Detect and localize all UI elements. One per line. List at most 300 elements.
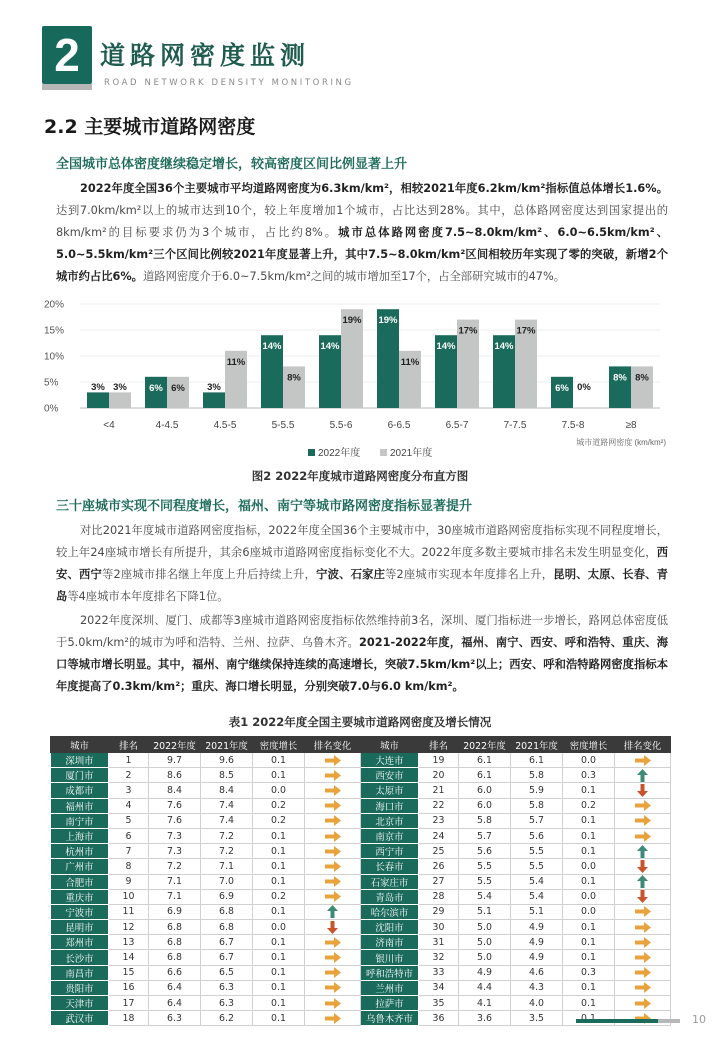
cell-city: 南京市 (361, 828, 419, 843)
cell-density-2021: 5.4 (511, 874, 563, 889)
data-label: 14% (262, 341, 282, 353)
y-tick-label: 0% (44, 403, 59, 415)
cell-density-2022: 6.8 (149, 920, 201, 935)
column-header: 排名 (109, 737, 149, 753)
cell-density-2022: 7.2 (149, 859, 201, 874)
table-caption: 表1 2022年度全国主要城市道路网密度及增长情况 (228, 715, 492, 729)
data-label: 14% (494, 341, 514, 353)
cell-density-2021: 6.9 (201, 889, 253, 904)
rank-right-arrow-icon (305, 813, 361, 828)
p1-text-2: 道路网密度介于6.0~7.5km/km²之间的城市增加至17个，占全部研究城市的47%。 (142, 270, 565, 283)
p2-text-1: 对比2021年度城市道路网密度指标，2022年度全国36个主要城市中，30座城市道路网密度指标实现不同程度增长，较上年24座城市增长有所提升，其余6座城市道路网密度指标变化不大。2022年度多数主要城市排名未发生明显变化， (56, 524, 668, 559)
cell-density-2022: 6.6 (149, 965, 201, 980)
cell-density-2022: 4.4 (459, 980, 511, 995)
footer-bar-accent (658, 1019, 680, 1023)
cell-city: 海口市 (361, 798, 419, 813)
cell-city: 贵阳市 (51, 980, 109, 995)
cell-density-2021: 8.4 (201, 783, 253, 798)
rank-up-arrow-icon (615, 768, 671, 783)
column-header: 城市 (51, 737, 109, 753)
column-header: 城市 (361, 737, 419, 753)
cell-rank: 1 (109, 753, 149, 768)
cell-density-2021: 6.8 (201, 904, 253, 919)
cell-density-2022: 6.9 (149, 904, 201, 919)
cell-rank: 15 (109, 965, 149, 980)
data-label: 8% (613, 372, 627, 384)
cell-city: 西安市 (361, 768, 419, 783)
cell-density-growth: 0.0 (563, 904, 615, 919)
x-tick-label: 4-4.5 (155, 420, 179, 431)
cell-density-growth: 0.0 (563, 889, 615, 904)
legend-swatch (380, 449, 387, 456)
cell-rank: 19 (419, 753, 459, 768)
p1-bold-2: 城市总体路网密度7.5~8.0km/km²、6.0~6.5km/km²、5.0~5.5km/km²三个区间比例较2021年度显著上升，其中7.5~8.0km/km²区间相较历年实现了零的突破，新增2个城市约占比6%。 (56, 226, 669, 283)
cell-density-growth: 0.1 (253, 828, 305, 843)
rank-right-arrow-icon (305, 1011, 361, 1026)
rank-right-arrow-icon (305, 798, 361, 813)
data-label: 14% (436, 341, 456, 353)
cell-city: 重庆市 (51, 889, 109, 904)
cell-rank: 26 (419, 859, 459, 874)
data-label: 17% (458, 325, 478, 337)
cell-city: 杭州市 (51, 844, 109, 859)
cell-density-2021: 5.8 (511, 798, 563, 813)
cell-density-2021: 6.7 (201, 950, 253, 965)
cell-city: 太原市 (361, 783, 419, 798)
cell-density-2022: 7.6 (149, 813, 201, 828)
rank-right-arrow-icon (615, 920, 671, 935)
cell-density-2022: 5.0 (459, 935, 511, 950)
p2-text-3: 等2座城市实现本年度排名上升， (385, 568, 554, 581)
cell-density-growth: 0.1 (253, 874, 305, 889)
cell-density-growth: 0.2 (563, 798, 615, 813)
chapter-title: 道路网密度监测 (100, 41, 311, 70)
rank-right-arrow-icon (305, 828, 361, 843)
cell-density-2022: 3.6 (459, 1011, 511, 1026)
rank-right-arrow-icon (305, 980, 361, 995)
cell-density-2022: 7.6 (149, 798, 201, 813)
column-header: 2021年度 (201, 737, 253, 753)
column-header: 排名变化 (615, 737, 671, 753)
cell-rank: 33 (419, 965, 459, 980)
cell-density-2021: 7.0 (201, 874, 253, 889)
cell-city: 大连市 (361, 753, 419, 768)
cell-density-growth: 0.2 (253, 813, 305, 828)
cell-rank: 3 (109, 783, 149, 798)
cell-density-2022: 7.1 (149, 874, 201, 889)
bar-2022 (87, 392, 109, 408)
cell-city: 宁波市 (51, 904, 109, 919)
cell-density-2021: 8.5 (201, 768, 253, 783)
rank-down-arrow-icon (615, 859, 671, 874)
cell-density-2021: 7.2 (201, 828, 253, 843)
cell-city: 济南市 (361, 935, 419, 950)
cell-rank: 35 (419, 996, 459, 1011)
cell-density-2021: 5.4 (511, 889, 563, 904)
rank-right-arrow-icon (615, 904, 671, 919)
data-label: 19% (378, 315, 398, 327)
cell-density-2022: 5.7 (459, 828, 511, 843)
table-row (51, 874, 671, 889)
data-label: 6% (555, 382, 569, 394)
cell-density-2021: 4.9 (511, 950, 563, 965)
cell-density-2022: 4.1 (459, 996, 511, 1011)
cell-rank: 22 (419, 798, 459, 813)
cell-rank: 29 (419, 904, 459, 919)
cell-density-2021: 5.1 (511, 904, 563, 919)
cell-city: 兰州市 (361, 980, 419, 995)
cell-density-2022: 7.3 (149, 844, 201, 859)
cell-rank: 27 (419, 874, 459, 889)
cell-rank: 31 (419, 935, 459, 950)
cell-city: 南宁市 (51, 813, 109, 828)
rank-right-arrow-icon (305, 844, 361, 859)
table-row (51, 920, 671, 935)
data-label: 0% (577, 382, 591, 393)
bar-2021 (109, 392, 131, 408)
data-label: 3% (113, 382, 127, 393)
rank-right-arrow-icon (615, 980, 671, 995)
column-header: 2022年度 (459, 737, 511, 753)
cell-density-2021: 7.4 (201, 798, 253, 813)
p3-text-1: 2022年度深圳、厦门、成都等3座城市道路网密度指标依然维持前3名，深圳、厦门指标进一步增长，路网总体密度低于5.0km/km²的城市为呼和浩特、兰州、拉萨、乌鲁木齐。 (56, 614, 668, 649)
cell-density-growth: 0.1 (253, 996, 305, 1011)
cell-density-growth: 0.1 (563, 980, 615, 995)
p2-text-2: 等2座城市排名继上年度上升后持续上升， (101, 568, 317, 581)
cell-density-growth: 0.1 (253, 859, 305, 874)
cell-density-2021: 4.0 (511, 996, 563, 1011)
cell-city: 成都市 (51, 783, 109, 798)
cell-rank: 6 (109, 828, 149, 843)
data-label: 19% (342, 315, 362, 327)
cell-city: 昆明市 (51, 920, 109, 935)
x-tick-label: 5.5-6 (329, 420, 353, 431)
x-tick-label: 7-7.5 (503, 420, 527, 431)
section-title: 2.2 主要城市道路网密度 (44, 116, 256, 138)
p2-bold-3: 昆明、太原、长春、青岛 (56, 568, 668, 603)
data-label: 14% (320, 341, 340, 353)
cell-density-2022: 7.3 (149, 828, 201, 843)
data-label: 8% (287, 372, 301, 384)
data-label: 17% (516, 325, 536, 337)
cell-city: 上海市 (51, 828, 109, 843)
cell-rank: 4 (109, 798, 149, 813)
x-axis-label: 城市道路网密度 (km/km²) (576, 438, 666, 447)
cell-density-growth: 0.0 (253, 920, 305, 935)
cell-density-growth: 0.1 (253, 1011, 305, 1026)
rank-up-arrow-icon (615, 844, 671, 859)
table-row (51, 828, 671, 843)
cell-density-2022: 5.6 (459, 844, 511, 859)
data-label: 6% (171, 382, 185, 394)
cell-rank: 23 (419, 813, 459, 828)
cell-city: 天津市 (51, 996, 109, 1011)
cell-density-2022: 5.0 (459, 950, 511, 965)
table-row (51, 965, 671, 980)
cell-rank: 16 (109, 980, 149, 995)
cell-density-growth: 0.2 (253, 798, 305, 813)
p2-text-4: 等4座城市本年度排名下降1位。 (67, 590, 229, 603)
page-number: 10 (692, 1013, 706, 1026)
data-label: 3% (207, 382, 221, 393)
rank-up-arrow-icon (615, 874, 671, 889)
cell-density-2021: 6.1 (511, 753, 563, 768)
cell-density-growth: 0.1 (253, 753, 305, 768)
data-label: 11% (400, 356, 420, 368)
cell-density-2021: 5.7 (511, 813, 563, 828)
cell-density-2021: 7.4 (201, 813, 253, 828)
cell-city: 青岛市 (361, 889, 419, 904)
cell-density-growth: 0.0 (253, 783, 305, 798)
cell-density-2021: 5.6 (511, 828, 563, 843)
cell-rank: 9 (109, 874, 149, 889)
cell-density-2022: 6.8 (149, 935, 201, 950)
cell-density-growth: 0.1 (253, 904, 305, 919)
x-tick-label: 7.5-8 (561, 420, 585, 431)
table-row (51, 859, 671, 874)
p1-text-1: 达到7.0km/km²以上的城市达到10个，较上年度增加1个城市，占比达到28%。其中，总体路网密度达到国家提出的8km/km²的目标要求仍为3个城市，占比约8%。 (56, 204, 668, 239)
cell-density-growth: 0.1 (253, 768, 305, 783)
table-header-row (51, 737, 671, 753)
cell-rank: 25 (419, 844, 459, 859)
table-row (51, 753, 671, 768)
cell-density-2022: 9.7 (149, 753, 201, 768)
table-row (51, 798, 671, 813)
cell-density-growth: 0.3 (563, 768, 615, 783)
data-label: 6% (149, 382, 163, 394)
rank-right-arrow-icon (615, 813, 671, 828)
y-tick-label: 20% (44, 299, 65, 311)
cell-density-2021: 4.9 (511, 920, 563, 935)
rank-right-arrow-icon (305, 783, 361, 798)
cell-city: 武汉市 (51, 1011, 109, 1026)
cell-density-2021: 7.2 (201, 844, 253, 859)
cell-density-2022: 6.4 (149, 996, 201, 1011)
cell-rank: 21 (419, 783, 459, 798)
rank-up-arrow-icon (305, 904, 361, 919)
cell-density-growth: 0.1 (563, 935, 615, 950)
table-row (51, 813, 671, 828)
cell-density-2021: 5.9 (511, 783, 563, 798)
cell-density-2022: 5.1 (459, 904, 511, 919)
cell-density-2022: 6.1 (459, 753, 511, 768)
cell-rank: 18 (109, 1011, 149, 1026)
rank-right-arrow-icon (305, 935, 361, 950)
cell-rank: 14 (109, 950, 149, 965)
column-header: 排名 (419, 737, 459, 753)
cell-density-2022: 5.5 (459, 874, 511, 889)
cell-density-2021: 7.1 (201, 859, 253, 874)
cell-city: 长春市 (361, 859, 419, 874)
p3-bold-1: 2021-2022年度，福州、南宁、西安、呼和浩特、重庆、海口等城市增长明显。其中，福州、南宁继续保持连续的高速增长，突破7.5km/km²以上；西安、呼和浩特路网密度指标本年度提高了0.3km/km²；重庆、海口增长明显，分别突破7.0与6.0 km/km²。 (56, 636, 668, 693)
cell-density-2021: 5.8 (511, 768, 563, 783)
cell-rank: 11 (109, 904, 149, 919)
column-header: 密度增长 (253, 737, 305, 753)
cell-density-2022: 8.6 (149, 768, 201, 783)
x-tick-label: <4 (103, 420, 115, 431)
density-histogram (44, 290, 684, 465)
cell-density-growth: 0.3 (563, 965, 615, 980)
legend-label: 2021年度 (390, 448, 433, 459)
cell-city: 石家庄市 (361, 874, 419, 889)
figure-caption: 图2 2022年度城市道路网密度分布直方图 (251, 469, 469, 483)
rank-right-arrow-icon (305, 874, 361, 889)
table-row (51, 889, 671, 904)
rank-right-arrow-icon (615, 950, 671, 965)
rank-down-arrow-icon (305, 920, 361, 935)
rank-right-arrow-icon (615, 798, 671, 813)
p2-bold-2: 宁波、石家庄 (316, 568, 386, 581)
x-tick-label: 6-6.5 (387, 420, 411, 431)
data-label: 8% (635, 372, 649, 384)
cell-density-growth: 0.1 (563, 874, 615, 889)
cell-city: 沈阳市 (361, 920, 419, 935)
cell-city: 合肥市 (51, 874, 109, 889)
cell-density-2022: 6.8 (149, 950, 201, 965)
y-tick-label: 5% (44, 377, 59, 389)
cell-city: 银川市 (361, 950, 419, 965)
cell-rank: 24 (419, 828, 459, 843)
cell-rank: 13 (109, 935, 149, 950)
column-header: 2022年度 (149, 737, 201, 753)
table-row (51, 844, 671, 859)
cell-rank: 2 (109, 768, 149, 783)
y-tick-label: 10% (44, 351, 65, 363)
cell-density-2022: 6.3 (149, 1011, 201, 1026)
rank-right-arrow-icon (305, 889, 361, 904)
paragraph-3 (56, 610, 668, 698)
cell-density-2022: 4.9 (459, 965, 511, 980)
cell-rank: 34 (419, 980, 459, 995)
cell-city: 呼和浩特市 (361, 965, 419, 980)
subheading-1: 全国城市总体密度继续稳定增长，较高密度区间比例显著上升 (56, 157, 408, 172)
y-tick-label: 15% (44, 325, 65, 337)
column-header: 排名变化 (305, 737, 361, 753)
x-tick-label: 4.5-5 (213, 420, 237, 431)
cell-city: 厦门市 (51, 768, 109, 783)
x-tick-label: 6.5-7 (445, 420, 469, 431)
cell-density-growth: 0.1 (563, 783, 615, 798)
column-header: 2021年度 (511, 737, 563, 753)
cell-density-growth: 0.0 (563, 859, 615, 874)
rank-right-arrow-icon (305, 753, 361, 768)
legend-label: 2022年度 (318, 448, 361, 459)
cell-density-2021: 6.3 (201, 980, 253, 995)
rank-right-arrow-icon (305, 950, 361, 965)
chapter-subtitle: ROAD NETWORK DENSITY MONITORING (104, 78, 354, 88)
data-label: 11% (226, 356, 246, 368)
cell-density-growth: 0.1 (563, 844, 615, 859)
table-row (51, 768, 671, 783)
cell-rank: 10 (109, 889, 149, 904)
cell-density-2022: 6.1 (459, 768, 511, 783)
cell-density-2021: 9.6 (201, 753, 253, 768)
cell-density-growth: 0.1 (253, 980, 305, 995)
chapter-number: 2 (42, 26, 92, 84)
footer-bar (576, 1019, 658, 1023)
cell-density-2021: 6.3 (201, 996, 253, 1011)
legend-swatch (308, 449, 315, 456)
cell-rank: 30 (419, 920, 459, 935)
cell-density-2022: 5.5 (459, 859, 511, 874)
rank-right-arrow-icon (615, 935, 671, 950)
cell-city: 哈尔滨市 (361, 904, 419, 919)
data-label: 3% (91, 382, 105, 393)
cell-rank: 36 (419, 1011, 459, 1026)
cell-density-2021: 6.7 (201, 935, 253, 950)
cell-density-2022: 6.0 (459, 783, 511, 798)
cell-city: 拉萨市 (361, 996, 419, 1011)
cell-density-growth: 0.1 (563, 813, 615, 828)
x-tick-label: ≥8 (625, 420, 637, 431)
rank-right-arrow-icon (615, 753, 671, 768)
table-row (51, 904, 671, 919)
cell-density-2021: 6.8 (201, 920, 253, 935)
rank-right-arrow-icon (305, 965, 361, 980)
table-row (51, 950, 671, 965)
cell-rank: 32 (419, 950, 459, 965)
cell-density-2022: 7.1 (149, 889, 201, 904)
cell-city: 深圳市 (51, 753, 109, 768)
cell-rank: 12 (109, 920, 149, 935)
x-tick-label: 5-5.5 (271, 420, 295, 431)
rank-right-arrow-icon (305, 996, 361, 1011)
cell-rank: 7 (109, 844, 149, 859)
bar-2022 (203, 392, 225, 408)
cell-density-2021: 6.5 (201, 965, 253, 980)
cell-density-growth: 0.1 (253, 965, 305, 980)
rank-right-arrow-icon (615, 828, 671, 843)
table-row (51, 783, 671, 798)
cell-city: 南昌市 (51, 965, 109, 980)
table-row (51, 935, 671, 950)
cell-rank: 5 (109, 813, 149, 828)
cell-city: 福州市 (51, 798, 109, 813)
cell-density-growth: 0.0 (563, 753, 615, 768)
cell-density-2021: 6.2 (201, 1011, 253, 1026)
cell-density-2021: 4.6 (511, 965, 563, 980)
cell-density-2021: 5.5 (511, 859, 563, 874)
cell-city: 郑州市 (51, 935, 109, 950)
cell-density-growth: 0.1 (563, 996, 615, 1011)
cell-density-2022: 6.0 (459, 798, 511, 813)
p2-bold-1: 西安、西宁 (56, 546, 668, 581)
table-row (51, 996, 671, 1011)
cell-city: 乌鲁木齐市 (361, 1011, 419, 1026)
cell-density-2022: 8.4 (149, 783, 201, 798)
column-header: 密度增长 (563, 737, 615, 753)
cell-city: 北京市 (361, 813, 419, 828)
cell-density-growth: 0.1 (253, 844, 305, 859)
cell-rank: 20 (419, 768, 459, 783)
cell-rank: 8 (109, 859, 149, 874)
cell-city: 西宁市 (361, 844, 419, 859)
density-table (50, 736, 671, 1026)
cell-density-growth: 0.1 (563, 950, 615, 965)
cell-density-2021: 5.5 (511, 844, 563, 859)
paragraph-2 (56, 520, 668, 608)
cell-density-growth: 0.1 (253, 950, 305, 965)
rank-down-arrow-icon (615, 783, 671, 798)
cell-density-growth: 0.1 (563, 828, 615, 843)
cell-city: 长沙市 (51, 950, 109, 965)
cell-density-2021: 4.9 (511, 935, 563, 950)
cell-rank: 28 (419, 889, 459, 904)
rank-right-arrow-icon (305, 768, 361, 783)
cell-density-2022: 5.0 (459, 920, 511, 935)
rank-right-arrow-icon (615, 996, 671, 1011)
table-row (51, 980, 671, 995)
